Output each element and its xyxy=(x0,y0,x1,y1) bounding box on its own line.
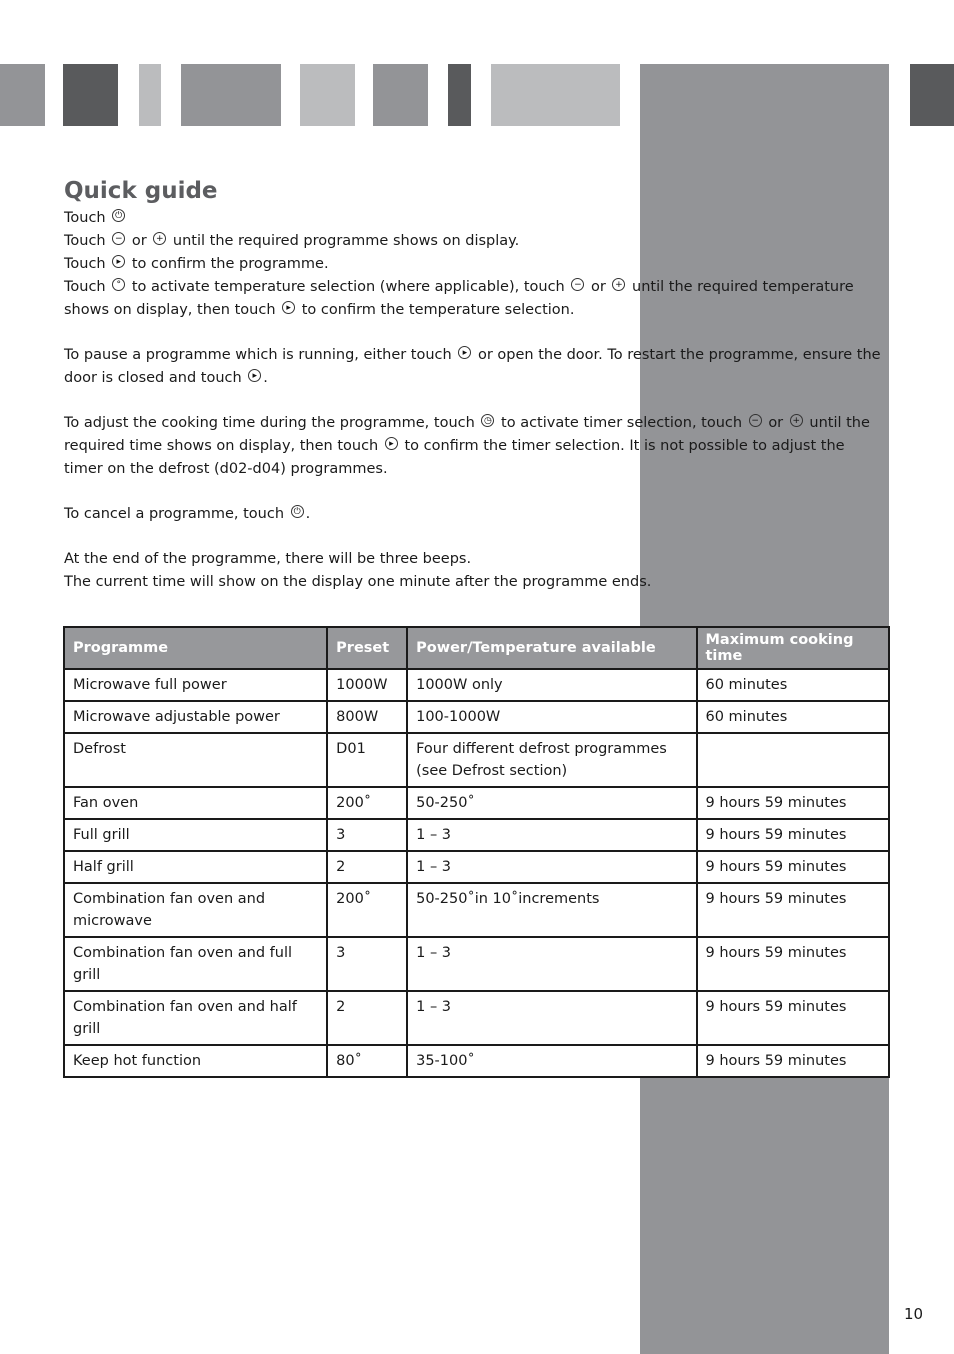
column-header: Programme xyxy=(64,627,327,669)
table-cell: 60 minutes xyxy=(697,669,890,701)
table-cell: 200˚ xyxy=(327,883,407,937)
instruction-3 xyxy=(64,253,884,276)
table-row xyxy=(64,1045,889,1077)
minus-icon: − xyxy=(571,278,584,291)
header-bar-1 xyxy=(0,64,45,126)
pause-instruction xyxy=(64,344,884,390)
text: to confirm the timer selection. It is not possible to adjust the timer on the defrost (d02-d04) programmes. xyxy=(64,438,845,477)
table-cell: 50-250˚ xyxy=(407,787,696,819)
column-header: Power/Temperature available xyxy=(407,627,696,669)
header-bar-3 xyxy=(139,64,161,126)
table-row xyxy=(64,937,889,991)
minus-icon: − xyxy=(112,232,125,245)
text: until the required programme shows on display. xyxy=(172,233,520,249)
column-header: Preset xyxy=(327,627,407,669)
text: or open the door. To restart the programme, ensure the door is closed and touch xyxy=(64,347,881,386)
text: To pause a programme which is running, either touch xyxy=(64,347,452,363)
text: or xyxy=(590,279,606,295)
programme-table xyxy=(63,626,890,1078)
table-cell: 3 xyxy=(327,819,407,851)
table-cell: 2 xyxy=(327,851,407,883)
table-cell: 80˚ xyxy=(327,1045,407,1077)
table-cell: Microwave adjustable power xyxy=(64,701,327,733)
column-header: Maximum cooking time xyxy=(697,627,890,669)
text: to activate temperature selection (where applicable), touch xyxy=(131,279,565,295)
table-cell: 3 xyxy=(327,937,407,991)
table-cell: Full grill xyxy=(64,819,327,851)
header-bar-5 xyxy=(300,64,355,126)
instruction-2 xyxy=(64,230,884,253)
table-cell: Combination fan oven and half grill xyxy=(64,991,327,1045)
table-cell: 9 hours 59 minutes xyxy=(697,851,890,883)
header-bar-2 xyxy=(63,64,118,126)
text: until the required temperature shows on display, then touch xyxy=(64,279,854,318)
header-bar-7 xyxy=(448,64,471,126)
text: to activate timer selection, touch xyxy=(501,415,743,431)
table-cell: Combination fan oven and microwave xyxy=(64,883,327,937)
text: . xyxy=(263,370,268,386)
table-cell: 1000W xyxy=(327,669,407,701)
start-pause-icon: ▸ xyxy=(458,346,471,359)
table-cell: 1 – 3 xyxy=(407,851,696,883)
table-cell: D01 xyxy=(327,733,407,787)
table-cell: Combination fan oven and full grill xyxy=(64,937,327,991)
header-bar-9 xyxy=(910,64,954,126)
instruction-4 xyxy=(64,276,884,322)
text: . xyxy=(305,506,311,522)
adjust-time-instruction xyxy=(64,412,884,481)
table-cell: 35-100˚ xyxy=(407,1045,696,1077)
table-row xyxy=(64,851,889,883)
instruction-1 xyxy=(64,207,884,230)
table-cell: Keep hot function xyxy=(64,1045,327,1077)
table-cell: 50-250˚in 10˚increments xyxy=(407,883,696,937)
header-bar-6 xyxy=(373,64,428,126)
table-cell: 2 xyxy=(327,991,407,1045)
header-bar-4 xyxy=(181,64,281,126)
table-cell: 9 hours 59 minutes xyxy=(697,937,890,991)
header-bar-8 xyxy=(491,64,620,126)
table-cell xyxy=(697,733,890,787)
plus-icon: + xyxy=(153,232,166,245)
text: To adjust the cooking time during the programme, touch xyxy=(64,415,475,431)
table-cell: 9 hours 59 minutes xyxy=(697,991,890,1045)
end-note-1: At the end of the programme, there will be three beeps. xyxy=(64,551,472,567)
cancel-instruction xyxy=(64,503,884,526)
table-cell: 1000W only xyxy=(407,669,696,701)
table-cell: 100-1000W xyxy=(407,701,696,733)
table-cell: 9 hours 59 minutes xyxy=(697,1045,890,1077)
table-row xyxy=(64,991,889,1045)
timer-icon: ◷ xyxy=(481,414,494,427)
table-cell: 800W xyxy=(327,701,407,733)
table-cell: 9 hours 59 minutes xyxy=(697,787,890,819)
text: to confirm the temperature selection. xyxy=(301,302,575,318)
page-number: 10 xyxy=(904,1305,924,1323)
table-cell: 1 – 3 xyxy=(407,819,696,851)
table-row xyxy=(64,819,889,851)
text: Touch xyxy=(64,210,106,226)
table-cell: 9 hours 59 minutes xyxy=(697,819,890,851)
start-pause-icon: ▸ xyxy=(385,437,398,450)
table-cell: Half grill xyxy=(64,851,327,883)
start-pause-icon: ▸ xyxy=(112,255,125,268)
minus-icon: − xyxy=(749,414,762,427)
table-cell: Four different defrost programmes (see Defrost section) xyxy=(407,733,696,787)
table-cell: Microwave full power xyxy=(64,669,327,701)
end-note-2: The current time will show on the display one minute after the programme ends. xyxy=(64,574,652,590)
temperature-icon: ° xyxy=(112,278,125,291)
power-icon: ⏻ xyxy=(291,505,304,518)
text: or xyxy=(768,415,784,431)
table-row xyxy=(64,787,889,819)
table-cell: Fan oven xyxy=(64,787,327,819)
text: to confirm the programme. xyxy=(131,256,329,272)
text: Touch xyxy=(64,256,106,272)
text: Touch xyxy=(64,233,106,249)
start-pause-icon: ▸ xyxy=(282,301,295,314)
text: or xyxy=(131,233,147,249)
text: Touch xyxy=(64,279,106,295)
table-row xyxy=(64,733,889,787)
plus-icon: + xyxy=(790,414,803,427)
table-cell: Defrost xyxy=(64,733,327,787)
text: until the required time shows on display, then touch xyxy=(64,415,870,454)
quick-guide-section xyxy=(64,176,884,594)
page-title: Quick guide xyxy=(64,178,218,204)
power-icon: ⏻ xyxy=(112,209,125,222)
table-cell: 200˚ xyxy=(327,787,407,819)
text: To cancel a programme, touch xyxy=(64,506,285,522)
plus-icon: + xyxy=(612,278,625,291)
start-pause-icon: ▸ xyxy=(248,369,261,382)
table-cell: 1 – 3 xyxy=(407,937,696,991)
table-row xyxy=(64,669,889,701)
table-cell: 60 minutes xyxy=(697,701,890,733)
table-cell: 9 hours 59 minutes xyxy=(697,883,890,937)
table-header-row xyxy=(64,627,889,669)
table-cell: 1 – 3 xyxy=(407,991,696,1045)
table-row xyxy=(64,883,889,937)
table-row xyxy=(64,701,889,733)
